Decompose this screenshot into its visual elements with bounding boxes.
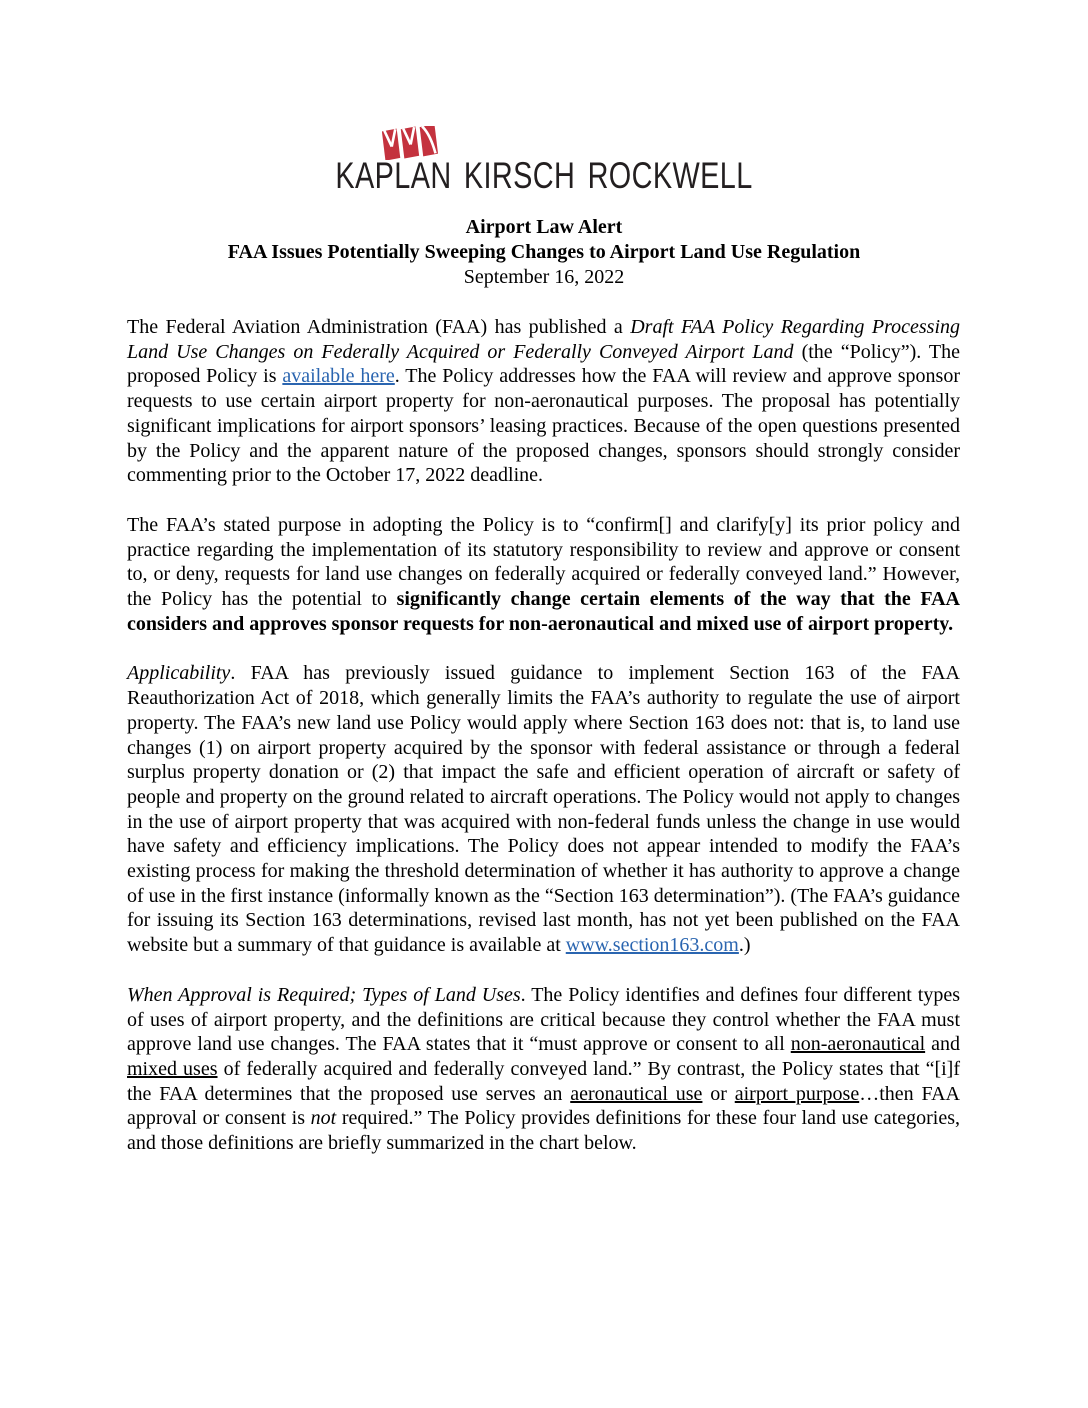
text-run: required.” The Policy provides definitions for these four land use categories, and those definitions are briefly summarized in the chart below. [127,1107,960,1155]
text-run: mixed uses [127,1057,218,1080]
text-run: significantly change certain elements of the way that the FAA considers and approves sponsor requests for non-aeronautical and mixed use of airport property. [127,588,960,635]
document-body [0,315,1088,1156]
paragraph-intro [127,315,960,488]
text-run: not [310,1107,337,1130]
text-run: . The Policy addresses how the FAA will review and approve sponsor requests to use certain airport property for non-aeronautical purposes. The proposal has potentially significant implications for airport sponsors’ leasing practices. Because of the open questions presented by the Policy and the apparent nature of the proposed changes, sponsors should strongly consider commenting prior to the October 17, 2022 deadline. [127,365,960,487]
text-run: The Federal Aviation Administration (FAA) has published a [127,316,631,338]
text-run: Draft FAA Policy Regarding Processing Land Use Changes on Federally Acquired or Federally Conveyed Airport Land [127,316,960,363]
text-run: of federally acquired and federally conveyed land.” By contrast, the Policy states that “[i]f the FAA determines that the proposed use serves an [127,1057,960,1105]
text-run: (the “Policy”). The proposed Policy is [127,340,960,388]
text-run: . FAA has previously issued guidance to implement Section 163 of the FAA Reauthorization Act of 2018, which generally limits the FAA’s authority to regulate the use of airport property. The FAA’s new land use Policy would apply where Section 163 does not: that is, to land use changes (1) on airport property acquired by the sponsor with federal assistance or through a federal surplus property donation or (2) that impact the safe and efficient operation of aircraft or safety of people and property on the ground related to aircraft operations. The Policy would not apply to changes in the use of airport property that was acquired with non-federal funds unless the change in use would have safety and efficiency implications. The Policy does not appear intended to modify the FAA’s existing process for making the threshold determination of whether it has authority to approve a change of use in the first instance (informally known as the “Section 163 determination”). (The FAA’s guidance for issuing its Section 163 determinations, revised last month, has not yet been published on the FAA website but a summary of that guidance is available at [127,662,960,957]
text-run: .) [738,934,751,957]
text-run: The FAA’s stated purpose in adopting the Policy is to “confirm[] and clarify[y] its prior policy and practice regarding the implementation of its statutory responsibility to review and approve or consent to, or deny, requests for land use changes on federally acquired or federally conveyed land.” However, the Policy has the potential to [127,513,960,611]
text-run: and [925,1033,960,1056]
text-run: . The Policy identifies and defines four different types of uses of airport property, and the definitions are critical because they control whether the FAA must approve land use changes. The FAA states that it “must approve or consent to all [127,983,960,1056]
text-run: non-aeronautical [790,1033,926,1056]
available-here-link[interactable]: available here [282,365,395,388]
paragraph-approval-types [127,983,960,1156]
text-run: When Approval is Required; Types of Land Uses [127,983,521,1006]
alert-date: September 16, 2022 [463,266,625,288]
alert-subtitle: FAA Issues Potentially Sweeping Changes to Airport Land Use Regulation [227,241,861,263]
text-run: aeronautical use [570,1082,703,1105]
paragraph-purpose [127,513,960,637]
text-run: airport purpose [734,1082,860,1105]
firm-name: KAPLAN KIRSCH ROCKWELL [335,155,753,196]
alert-title: Airport Law Alert [465,216,623,238]
text-run: Applicability [127,662,231,685]
text-run: …then FAA approval or consent is [127,1082,960,1130]
alert-header [0,215,1088,290]
paragraph-applicability [127,661,960,957]
letterhead [0,0,1088,196]
section163-link[interactable]: www.section163.com [565,934,739,957]
text-run: or [702,1082,735,1105]
